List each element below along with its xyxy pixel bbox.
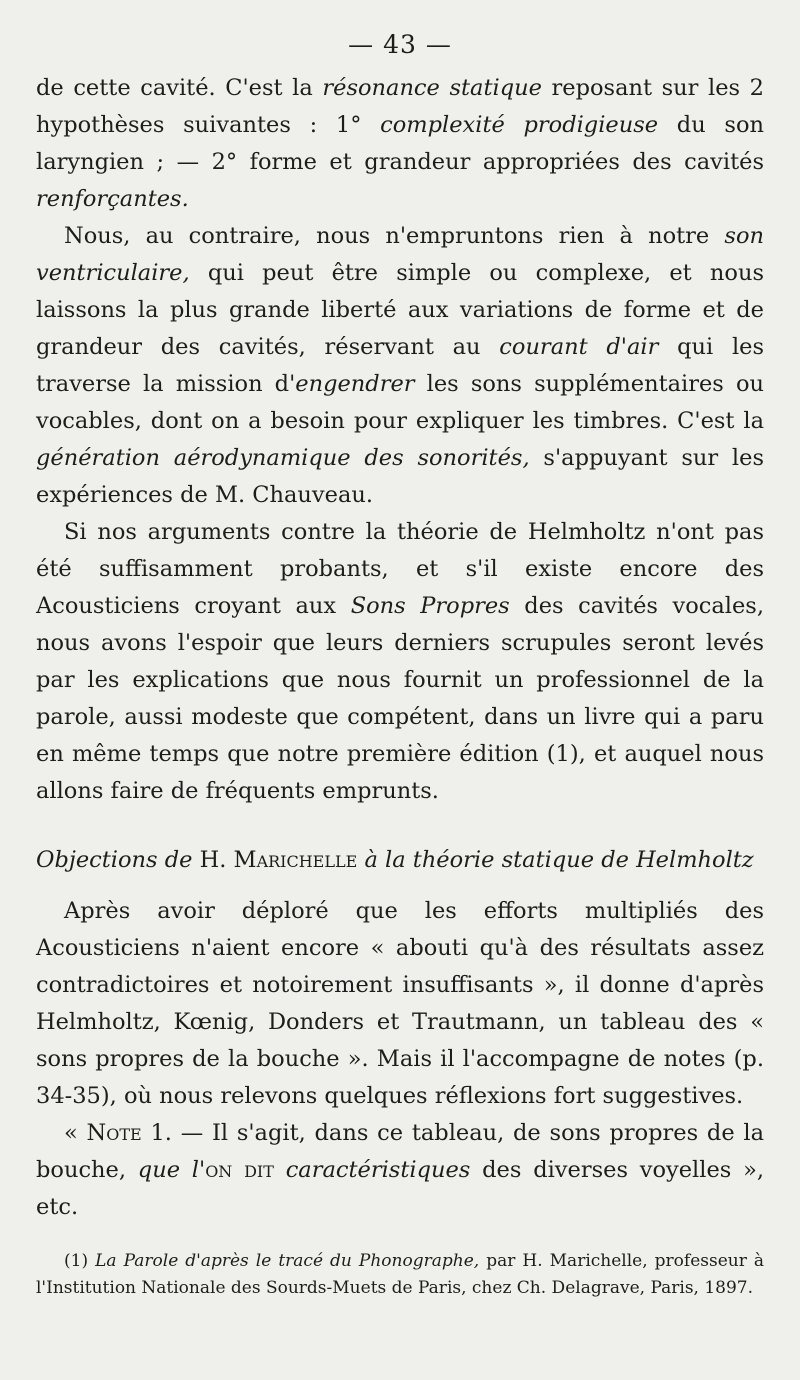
heading-run: H. [199, 847, 234, 873]
text-run: Après avoir déploré que les efforts multipliés des Acousticiens n'aient encore « abouti qu'à des résultats assez contradictoires et notoirement insuffisants », il donne d'après Helmholtz, Kœnig, Donders et Trautmann, un tableau des « sons propres de la bouche ». Mais il l'accompagne de notes (p. 34-35), où nous relevons quelques réflexions fort suggestives. [36, 898, 764, 1109]
section-heading [36, 842, 764, 879]
text-run: de cette cavité. C'est la [36, 75, 323, 101]
italic-run: courant d'air [499, 334, 659, 360]
paragraph-2 [36, 218, 764, 514]
note-label: Note [86, 1120, 142, 1146]
paragraph-3 [36, 514, 764, 810]
text-run: qui les traverse la mission d' [36, 334, 765, 397]
text-run: Si nos arguments contre la théorie de Helmholtz n'ont pas été suffisamment probants, et s'il existe encore des Acousticiens croyant aux [36, 519, 764, 619]
italic-run: renforçantes. [36, 186, 189, 212]
text-run: qui peut être simple ou complexe, et nous laissons la plus grande liberté aux variations de forme et de grandeur des cavités, réservant au [36, 260, 764, 360]
heading-run: à la théorie statique de Helmholtz [357, 847, 754, 873]
text-run: du son laryngien ; — 2° forme et grandeur appropriées des cavités [36, 112, 764, 175]
paragraph-4 [36, 893, 764, 1115]
text-run: « [64, 1120, 87, 1146]
footnote [36, 1248, 764, 1302]
italic-run: engendrer [295, 371, 415, 397]
italic-run: génération aérodynamique des sonorités, [36, 445, 530, 471]
page-number: — 43 — [348, 30, 452, 59]
paragraph-1 [36, 70, 764, 218]
heading-run: Objections de [36, 847, 200, 873]
italic-run: complexité prodigieuse [380, 112, 659, 138]
text-run: Nous, au contraire, nous n'empruntons rien à notre [64, 223, 725, 249]
italic-run: Sons Propres [350, 593, 510, 619]
italic-run: son ventriculaire, [36, 223, 764, 286]
text-run: reposant sur les 2 hypothèses suivantes : 1° [36, 75, 764, 138]
italic-run: résonance statique [322, 75, 542, 101]
text-run: les sons supplémentaires ou vocables, dont on a besoin pour expliquer les timbres. C'est la [36, 371, 764, 434]
italic-run: caractéristiques [273, 1157, 471, 1183]
italic-run: que l' [137, 1157, 206, 1183]
text-run: des cavités vocales, nous avons l'espoir que leurs derniers scrupules seront levés par les explications que nous fournit un professionnel de la parole, aussi modeste que compétent, dans un livre qui a paru en même temps que notre première édition (1), et auquel nous allons faire de fréquents emprunts. [36, 593, 764, 804]
text-run: des diverses voyelles », etc. [36, 1157, 765, 1220]
text-run: par H. Marichelle, professeur à l'Institution Nationale des Sourds-Muets de Paris, chez Ch. Delagrave, Paris, 1897. [36, 1251, 765, 1298]
text-run: s'appuyant sur les expériences de M. Chauveau. [36, 445, 764, 508]
book-title: La Parole d'après le tracé du Phonographe, [95, 1251, 480, 1271]
page-body [36, 70, 764, 1302]
author-name: Marichelle [233, 847, 358, 873]
footnote-marker: (1) [64, 1251, 96, 1271]
paragraph-5 [36, 1115, 764, 1226]
smallcaps-run: on dit [205, 1157, 274, 1183]
text-run: 1. — Il s'agit, dans ce tableau, de sons propres de la bouche, [36, 1120, 765, 1183]
